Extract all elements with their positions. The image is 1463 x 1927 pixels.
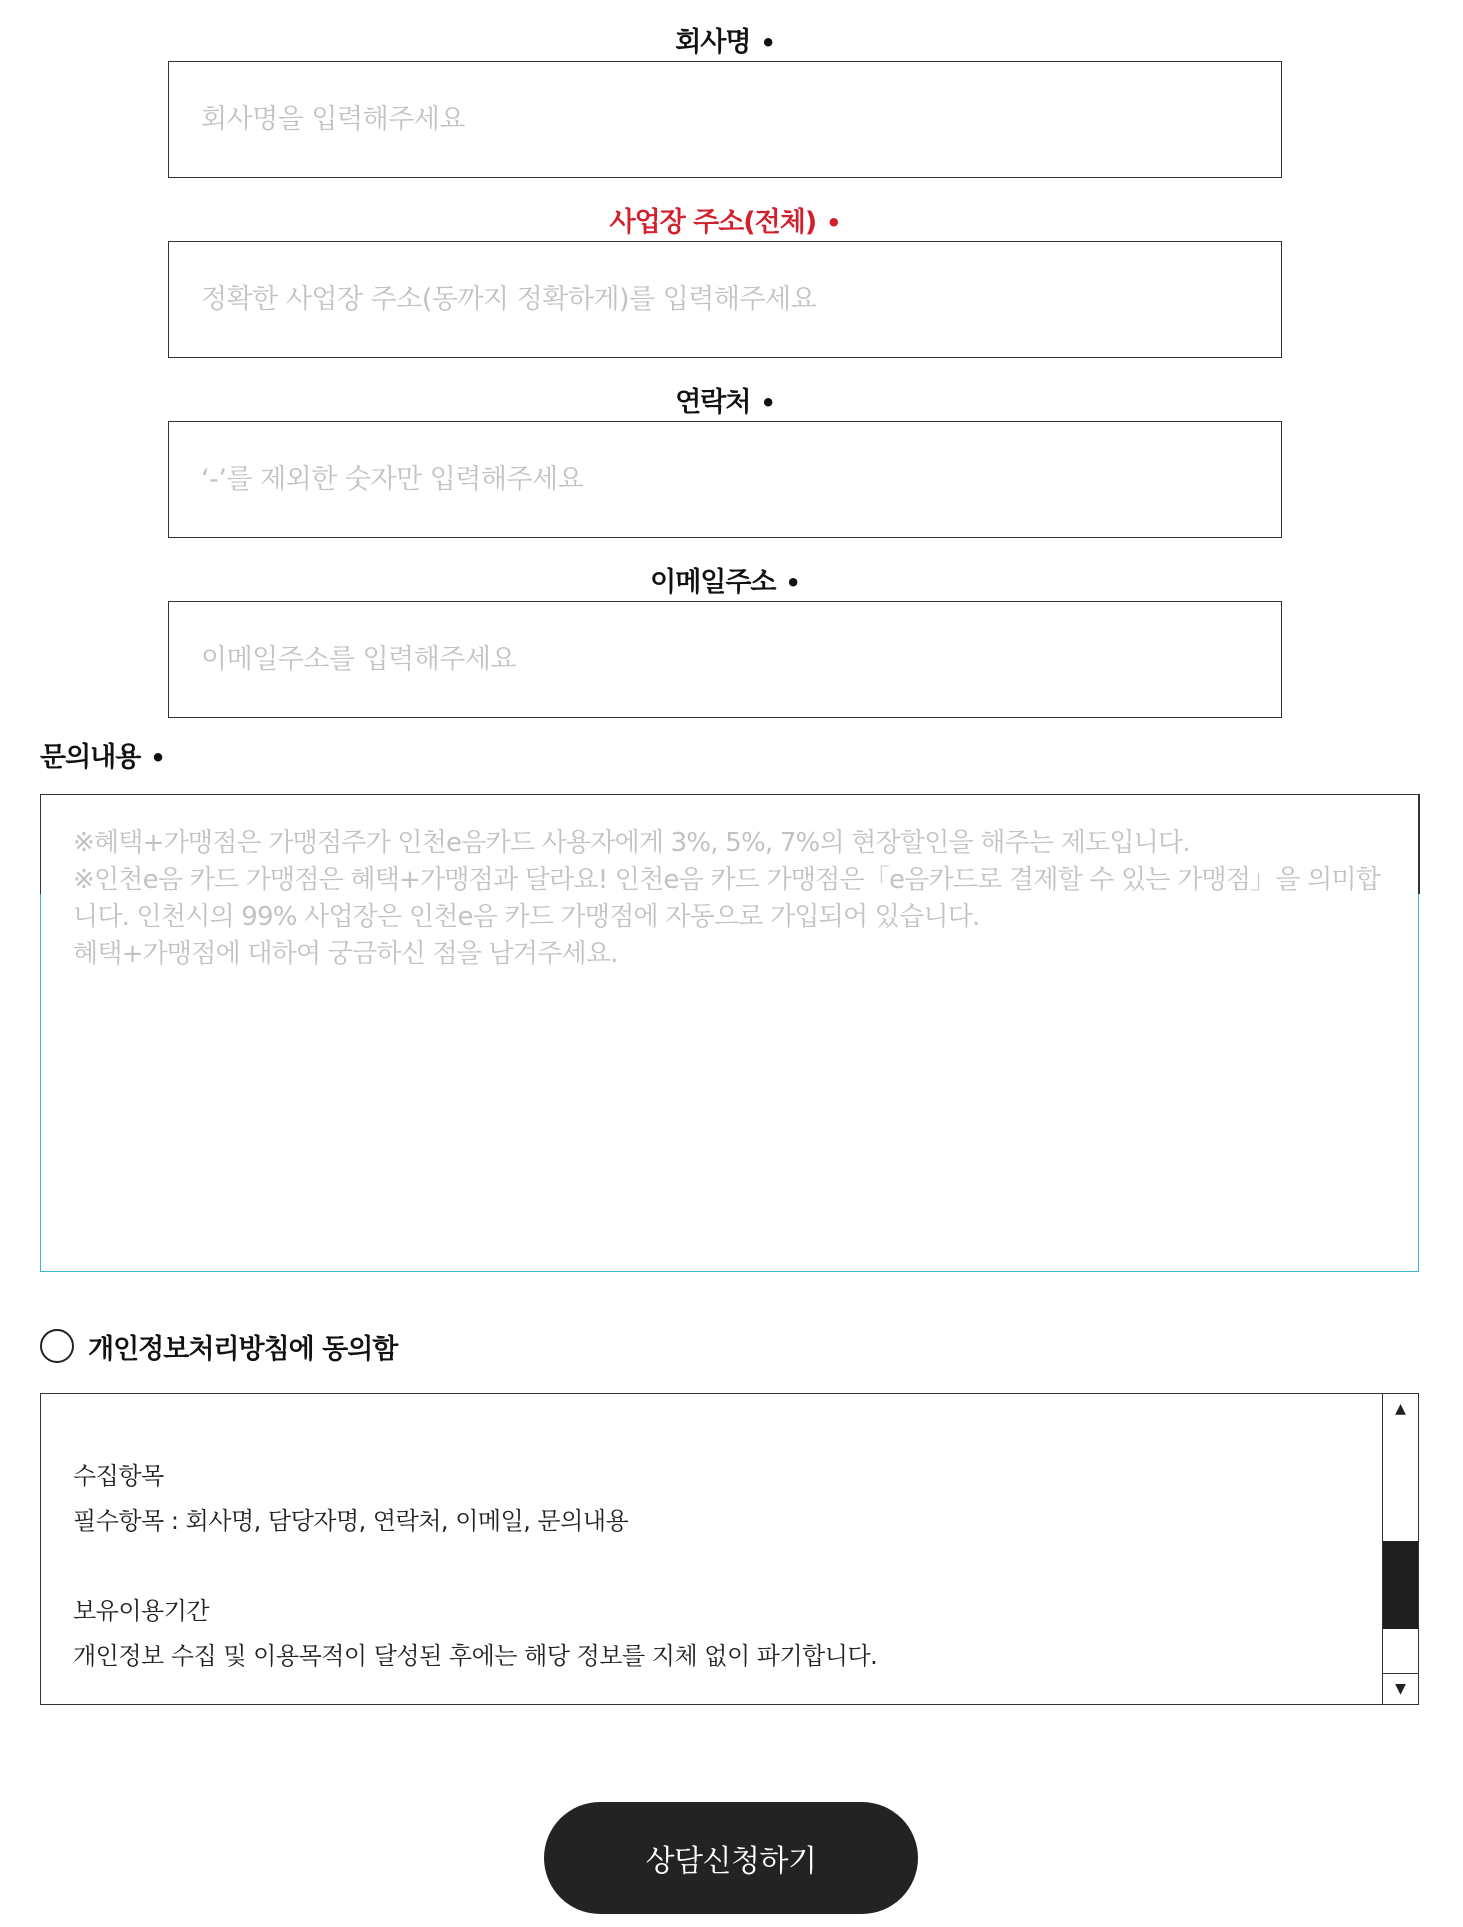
radio-circle-icon[interactable]	[40, 1329, 74, 1363]
inquiry-textarea-frame	[40, 794, 1419, 1272]
scroll-thumb[interactable]	[1383, 1541, 1418, 1629]
address-label	[168, 206, 1282, 240]
collect-items: 필수항목 : 회사명, 담당자명, 연락처, 이메일, 문의내용	[73, 1507, 629, 1535]
scroll-down-icon[interactable]: ▼	[1383, 1673, 1418, 1704]
retention-text: 개인정보 수집 및 이용목적이 달성된 후에는 해당 정보를 지체 없이 파기합니다.	[73, 1642, 878, 1670]
submit-button[interactable]: 상담신청하기	[544, 1802, 918, 1914]
required-mark: •	[760, 29, 775, 57]
address-label-text: 사업장 주소(전체)	[609, 207, 817, 238]
retention-title: 보유이용기간	[73, 1597, 210, 1625]
required-mark: •	[760, 389, 775, 417]
company-input[interactable]	[168, 61, 1282, 178]
inquiry-label-text: 문의내용	[40, 742, 141, 773]
scroll-up-icon[interactable]: ▲	[1395, 1401, 1406, 1417]
textarea-edge	[1418, 794, 1420, 894]
required-mark: •	[826, 209, 841, 237]
privacy-policy-content	[73, 1454, 877, 1679]
inquiry-textarea[interactable]	[41, 795, 1418, 1271]
company-label-text: 회사명	[675, 27, 751, 58]
inquiry-label	[40, 741, 165, 775]
privacy-policy-box[interactable]	[40, 1393, 1419, 1705]
email-input[interactable]	[168, 601, 1282, 718]
phone-label-text: 연락처	[675, 387, 751, 418]
privacy-agree-label: 개인정보처리방침에 동의함	[88, 1333, 398, 1365]
collect-title: 수집항목	[73, 1462, 164, 1490]
phone-label	[168, 386, 1282, 420]
required-mark: •	[150, 744, 165, 772]
privacy-agree-radio[interactable]	[40, 1324, 397, 1368]
address-input[interactable]	[168, 241, 1282, 358]
phone-input[interactable]	[168, 421, 1282, 538]
policy-scrollbar[interactable]	[1382, 1394, 1418, 1704]
required-mark: •	[785, 569, 800, 597]
company-label	[168, 26, 1282, 60]
textarea-edge	[40, 794, 42, 894]
email-label	[168, 566, 1282, 600]
email-label-text: 이메일주소	[650, 567, 776, 598]
